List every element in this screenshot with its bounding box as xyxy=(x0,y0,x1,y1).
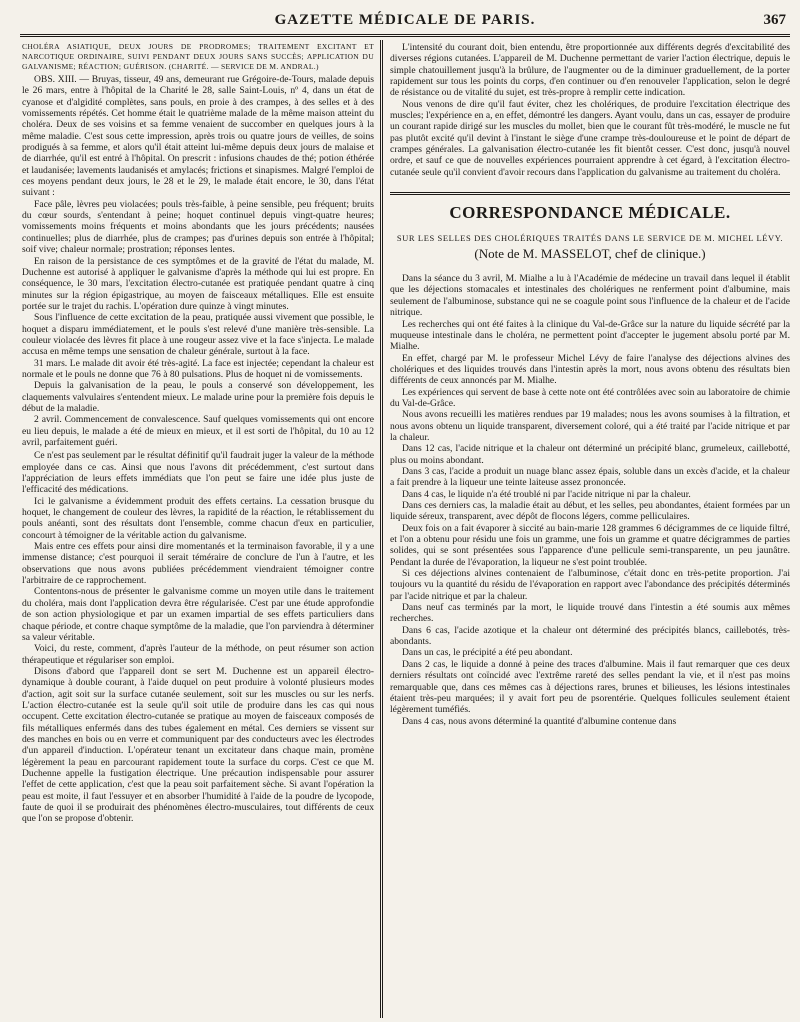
column-divider xyxy=(380,40,383,1018)
right-column xyxy=(390,42,790,1018)
left-column xyxy=(22,42,374,1018)
journal-title: GAZETTE MÉDICALE DE PARIS. xyxy=(274,12,536,28)
page-number: 367 xyxy=(763,12,786,28)
paragraph: Dans 12 cas, l'acide nitrique et la chaleur ont déterminé un précipité blanc, grumeleux, caillebotté, plus ou moins abondant. xyxy=(390,443,790,466)
paragraph: Dans 2 cas, le liquide a donné à peine des traces d'albumine. Mais il faut remarquer que ces deux derniers résultats ont coïncidé avec l'extrême rareté des selles pendant la vie, et il n'est pas moins remarquable que, dans ces mêmes cas à déjections rares, brunes et bilieuses, les lésions intestinales étaient très-peu marquées; il y avait fort peu de psorentérie. Quelques follicules seulement étaient légèrement tuméfiés. xyxy=(390,658,790,716)
paragraph: Mais entre ces effets pour ainsi dire momentanés et la terminaison favorable, il y a une immense distance; c'est pourquoi il serait téméraire de conclure de l'un à l'autre, et les observations que nous avons publiées précédemment viendraient témoigner contre l'arbitraire de ce rapprochement. xyxy=(22,541,374,587)
section-divider xyxy=(390,192,790,195)
masthead xyxy=(20,6,790,32)
paragraph: Dans ces derniers cas, la maladie était au début, et les selles, peu abondantes, étaient formées par un liquide séreux, transparent, avec dépôt de flocons légers, comme pelliculaires. xyxy=(390,500,790,523)
paragraph: 31 mars. Le malade dit avoir été très-agité. La face est injectée; cependant la chaleur est normale et le pouls ne donne que 76 à 80 pulsations. Plus de hoquet ni de vomissements. xyxy=(22,357,374,380)
paragraph: Nous avons recueilli les matières rendues par 19 malades; nous les avons soumises à la filtration, et nous avons obtenu un liquide transparent, diversement coloré, qui a été traité par l'acide nitrique et par la chaleur. xyxy=(390,409,790,443)
paragraph: Disons d'abord que l'appareil dont se sert M. Duchenne est un appareil électro-dynamique à double courant, à l'aide duquel on peut produire à volonté plusieurs modes d'action, agit soit sur la surface cutanée seulement, soit sur les muscles ou sur les nerfs. L'action électro-cutanée est la seule qu'il soit utile de produire dans les cas qui nous occupent. Cette excitation électro-cutanée se pratique au moyen de faisceaux composés de fils métalliques enfermés dans des tubes également en métal. Ces derniers se vissent sur des manches en bois ou en verre et communiquent par des conducteurs avec les électrodes d'un appareil d'induction. L'opérateur tenant un excitateur dans chaque main, promène légèrement la peau en parcourant rapidement toute la surface du corps. C'est ce que M. Duchenne appelle la fustigation électrique. Une précaution indispensable pour assurer l'effet de cette application, c'est que la peau soit parfaitement sèche. Si avant l'opération la peau est moite, il faut l'essuyer et en absorber l'humidité à l'aide de la poudre de lycopode, faute de quoi il se produirait des phénomènes électro-musculaires, tout différents de ceux que l'on se propose d'obtenir. xyxy=(22,665,374,825)
paragraph: Voici, du reste, comment, d'après l'auteur de la méthode, on peut résumer son action thérapeutique et régulariser son emploi. xyxy=(22,643,374,666)
section-subtitle xyxy=(390,229,790,261)
section-title: CORRESPONDANCE MÉDICALE. xyxy=(449,203,731,223)
subtitle-note: (Note de M. MASSELOT, chef de clinique.) xyxy=(474,246,706,262)
paragraph: OBS. XIII. — Bruyas, tisseur, 49 ans, demeurant rue Grégoire-de-Tours, malade depuis le 26 mars, entre à l'hôpital de la Charité le 28, salle Saint-Louis, nº 4, dans un état de cyanose et d'algidité complètes, sans pouls, en proie à des crampes, à des selles et à des vomissements répétés. Cet homme était le quatrième malade de la même maison atteint du choléra. Deux de ses voisins et sa femme venaient de succomber en quelques jours à la même maladie. C'est sous cette impression, après trois ou quatre jours de veilles, de soins prodigués à sa femme, et alors qu'il était atteint lui-même depuis deux jours de malaise et de diarrhée, qu'il est entré à l'hôpital. On prescrit : infusions chaudes de thé; potion éthérée et laudanisée; lavements laudanisés et amylacés; frictions et sinapismes. Malgré l'emploi de ces moyens pendant deux jours, le 28 et le 29, le malade était encore, le 30, dans l'état suivant : xyxy=(22,74,374,199)
paragraph: En raison de la persistance de ces symptômes et de la gravité de l'état du malade, M. Duchenne est autorisé à appliquer le galvanisme d'après la méthode qui lui est propre. En conséquence, le 30 mars, l'excitation électro-cutanée est pratiquée pendant quatre à cinq minutes sur la région épigastrique, au moyen de faisceaux métalliques. Elle est ensuite portée sur le trajet du rachis. L'opération dure quinze à vingt minutes. xyxy=(22,255,374,312)
paragraph: Ce n'est pas seulement par le résultat définitif qu'il faudrait juger la valeur de la méthode employée dans ce cas. Ainsi que nous l'avons dit précédemment, c'est surtout dans l'appréciation de leurs effets immédiats que l'on peut se faire une idée plus juste de l'efficacité des médications. xyxy=(22,450,374,496)
paragraph: Ici le galvanisme a évidemment produit des effets certains. La cessation brusque du hoquet, le changement de couleur des lèvres, la rapidité de la réaction, le rétablissement du pouls anéanti, sont des résultats dont l'ensemble, comme chacun d'eux en particulier, concourt à témoigner de la véritable action du galvanisme. xyxy=(22,495,374,541)
subtitle-caps: SUR LES SELLES DES CHOLÉRIQUES TRAITÉS DANS LE SERVICE DE M. MICHEL LÉVY. xyxy=(396,233,784,244)
paragraph: Nous venons de dire qu'il faut éviter, chez les cholériques, de produire l'excitation électrique des muscles; l'expérience en a, en effet, démontré les dangers. Ayant voulu, dans un cas, essayer de produire un courant rapide dirigé sur les muscles du mollet, bien que le courant fût très-modéré, le muscle ne fut pas plutôt excité qu'il devint à l'instant le siège d'une crampe très-douloureuse et le point de départ de crampes générales. La galvanisation électro-cutanée les fit bientôt cesser. C'est donc, jusqu'à nouvel ordre, et sauf ce que de nouvelles expériences pourraient apprendre à cet égard, à l'excitation électro-cutanée seule qu'il convient d'avoir recours dans l'application du galvanisme au traitement du choléra. xyxy=(390,98,790,178)
paragraph: L'intensité du courant doit, bien entendu, être proportionnée aux différents degrés d'excitabilité des diverses régions cutanées. L'appareil de M. Duchenne permettant de varier l'action électrique, depuis le simple chatouillement jusqu'à la brûlure, de l'augmenter ou de la diminuer graduellement, de la porter rapidement sur tous les points du corps, d'en continuer ou d'en renouveler l'application, selon le degré de résistance ou de vitalité du sujet, est très-propre à remplir cette indication. xyxy=(390,42,790,99)
paragraph: Sous l'influence de cette excitation de la peau, pratiquée aussi vivement que possible, le hoquet a disparu immédiatement, et le pouls s'est relevé d'une manière très-sensible. La couleur violacée des lèvres fit place à une rougeur assez vive et la face s'injecta. Le malade accusa en même temps une sensation de chaleur générale, surtout à la face. xyxy=(22,312,374,358)
paragraph: Contentons-nous de présenter le galvanisme comme un moyen utile dans le traitement du choléra, mais dont l'application devra être régularisée. C'est par une étude approfondie de son action physiologique et par un examen impartial de ses effets particuliers dans chaque période, et contre chaque symptôme de la maladie, que l'on parviendra à déterminer sa valeur véritable. xyxy=(22,586,374,643)
paragraph: Dans un cas, le précipité a été peu abondant. xyxy=(402,647,573,659)
paragraph: Deux fois on a fait évaporer à siccité au bain-marie 128 grammes 6 décigrammes de ce liquide filtré, et l'on a obtenu pour résidu une fois un gramme, une fois un gramme et quatre décigrammes de parties solides, qui se sont présentées sous l'apparence d'une pellicule semi-transparente, un peu jaunâtre. Pendant la durée de l'évaporation, la liqueur ne s'est point troublée. xyxy=(390,522,790,568)
paragraph: Dans 4 cas, le liquide n'a été troublé ni par l'acide nitrique ni par la chaleur. xyxy=(402,488,691,500)
header-rule xyxy=(20,34,790,37)
paragraph: Dans 4 cas, nous avons déterminé la quantité d'albumine contenue dans xyxy=(402,715,677,727)
paragraph: Les expériences qui servent de base à cette note ont été contrôlées avec soin au laboratoire de chimie du Val-de-Grâce. xyxy=(390,386,790,409)
paragraph: Depuis la galvanisation de la peau, le pouls a conservé son développement, les claquements valvulaires s'entendent mieux. Le malade urine pour la première fois depuis le début de la maladie. xyxy=(22,380,374,414)
paragraph: En effet, chargé par M. le professeur Michel Lévy de faire l'analyse des déjections alvines des cholériques et des liquides trouvés dans l'intestin après la mort, nous avons obtenu des résultats bien différents de ceux annoncés par M. Mialhe. xyxy=(390,352,790,387)
paragraph: Dans neuf cas terminés par la mort, le liquide trouvé dans l'intestin a été soumis aux mêmes recherches. xyxy=(390,602,790,625)
paragraph: Dans 6 cas, l'acide azotique et la chaleur ont déterminé des précipités blancs, caillebotés, très-abondants. xyxy=(390,624,790,648)
paragraph: 2 avril. Commencement de convalescence. Sauf quelques vomissements qui ont encore eu lieu depuis, le malade a été de mieux en mieux, et il est sorti de l'hôpital, du 10 au 12 avril, parfaitement guéri. xyxy=(22,414,374,448)
case-heading: CHOLÉRA ASIATIQUE, DEUX JOURS DE PRODROMES; TRAITEMENT EXCITANT ET NARCOTIQUE ORDINAIRE, SUIVI PENDANT DEUX JOURS SANS SUCCÈS; APPLICATION DU GALVANISME; RÉACTION; GUÉRISON. (CHARITÉ. — SERVICE DE M. ANDRAL.) xyxy=(22,42,374,71)
paragraph: Dans la séance du 3 avril, M. Mialhe a lu à l'Académie de médecine un travail dans lequel il établit que les déjections stomacales et intestinales des cholériques ne renferment point d'albumine, mais seulement de l'albuminose, substance qui ne se coagule point sous l'influence de la chaleur et de l'acide nitrique. xyxy=(390,273,790,319)
paragraph: Face pâle, lèvres peu violacées; pouls très-faible, à peine sensible, peu fréquent; bruits du cœur sourds, s'entendant à peine; hoquet continuel depuis vingt-quatre heures; vomissements moins fréquents et moins abondants que les jours précédents; nausées continuelles; plus de diarrhée, plus de crampes; pas d'urines depuis son entrée à l'hôpital; soif vive; chaleur normale; prostration; réponses lentes. xyxy=(22,198,374,256)
paragraph: Les recherches qui ont été faites à la clinique du Val-de-Grâce sur la nature du liquide sécrété par la muqueuse intestinale dans le choléra, ne permettent point d'accepter le jugement absolu porté par M. Mialhe. xyxy=(390,318,790,353)
paragraph: Dans 3 cas, l'acide a produit un nuage blanc assez épais, soluble dans un excès d'acide, et la chaleur a fait prendre à la liqueur une teinte laiteuse assez prononcée. xyxy=(390,465,790,489)
paragraph: Si ces déjections alvines contenaient de l'albuminose, c'était donc en très-petite proportion. J'ai toujours vu la quantité du résidu de l'évaporation en rapport avec l'abondance des précipités déterminés par l'acide nitrique et par la chaleur. xyxy=(390,568,790,602)
